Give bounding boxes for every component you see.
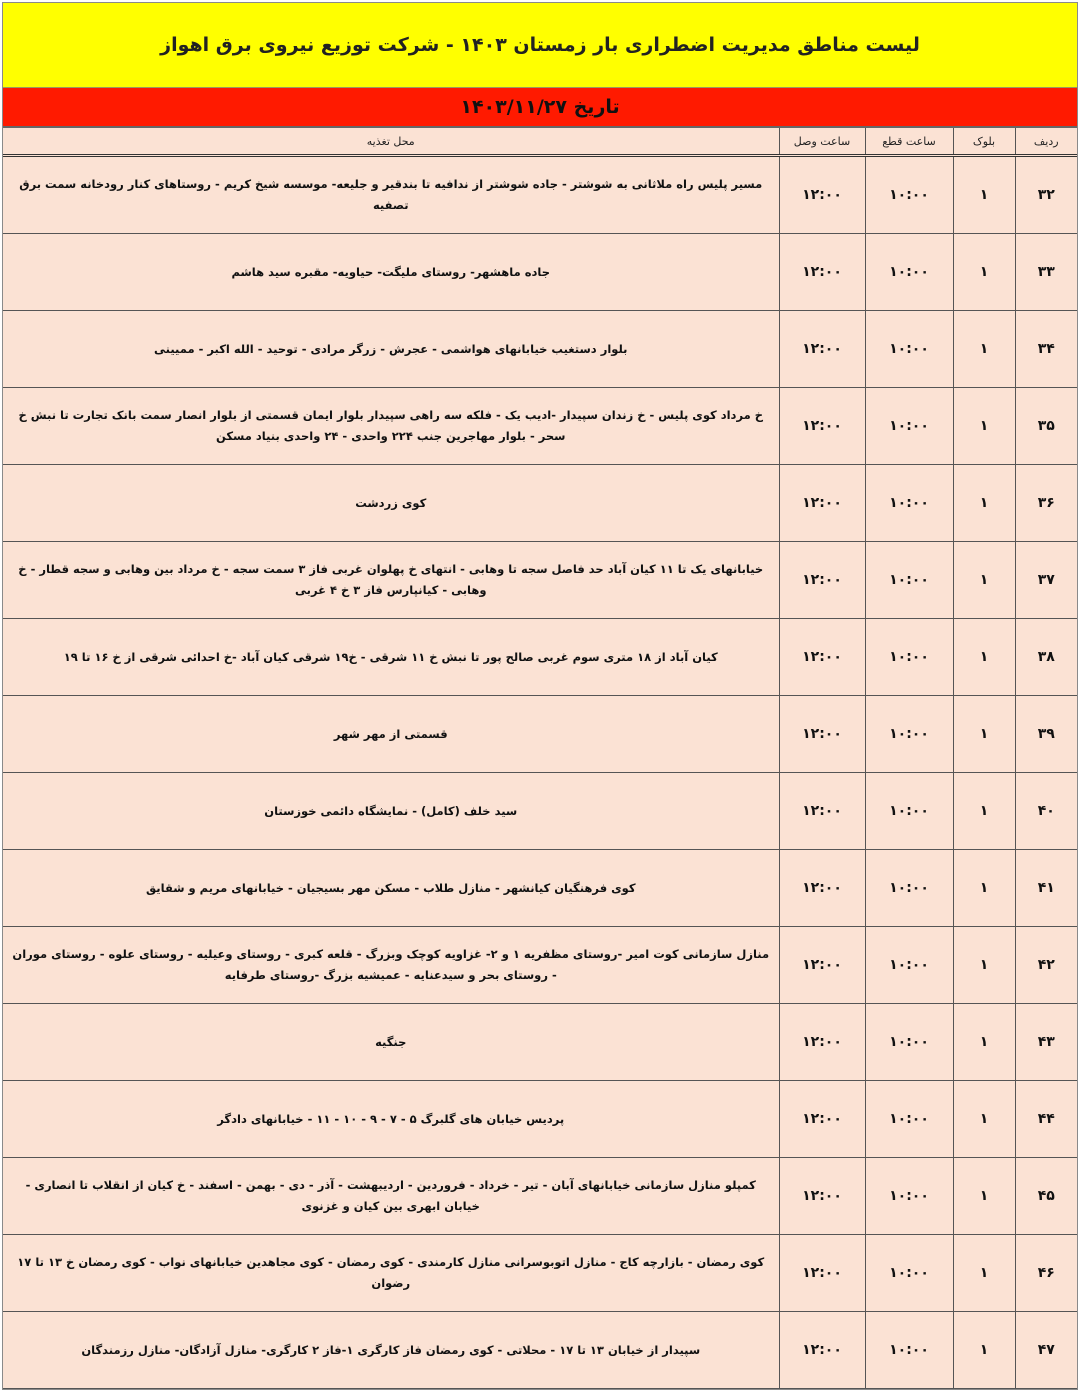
row-number: ۳۷ bbox=[1015, 542, 1077, 619]
page-title: لیست مناطق مدیریت اضطراری بار زمستان ۱۴۰۳ - شرکت توزیع نیروی برق اهواز bbox=[160, 34, 920, 56]
connect-time: ۱۲:۰۰ bbox=[779, 542, 865, 619]
row-number: ۴۶ bbox=[1015, 1235, 1077, 1312]
block-number: ۱ bbox=[953, 156, 1015, 234]
table-row bbox=[3, 773, 1077, 850]
block-number: ۱ bbox=[953, 850, 1015, 927]
area-description: کوی رمضان - بازارچه کاج - منازل اتوبوسرانی منازل کارمندی - کوی رمضان - کوی مجاهدین خیابانهای نواب - کوی رمضان خ ۱۳ تا ۱۷ رضوان bbox=[3, 1235, 779, 1312]
cut-time: ۱۰:۰۰ bbox=[865, 850, 953, 927]
area-description: قسمتی از مهر شهر bbox=[3, 696, 779, 773]
table-row bbox=[3, 1235, 1077, 1312]
area-description: مسیر پلیس راه ملاثانی به شوشتر - جاده شوشتر از ندافیه تا بندقیر و جلیعه- موسسه شیخ کریم - روستاهای کنار رودخانه سمت برق تصفیه bbox=[3, 156, 779, 234]
table-row bbox=[3, 696, 1077, 773]
row-number: ۳۵ bbox=[1015, 388, 1077, 465]
block-number: ۱ bbox=[953, 1004, 1015, 1081]
connect-time: ۱۲:۰۰ bbox=[779, 1081, 865, 1158]
row-number: ۳۹ bbox=[1015, 696, 1077, 773]
area-description: خیابانهای یک تا ۱۱ کیان آباد حد فاصل سجه تا وهابی - انتهای خ پهلوان غربی فاز ۳ سمت سجه - خ مرداد بین وهابی و سجه قطار - خ وهابی - کیانپارس فاز ۳ خ ۴ غربی bbox=[3, 542, 779, 619]
connect-time: ۱۲:۰۰ bbox=[779, 619, 865, 696]
connect-time: ۱۲:۰۰ bbox=[779, 773, 865, 850]
block-number: ۱ bbox=[953, 311, 1015, 388]
outage-table bbox=[3, 128, 1077, 1389]
table-row bbox=[3, 465, 1077, 542]
cut-time: ۱۰:۰۰ bbox=[865, 311, 953, 388]
row-number: ۳۴ bbox=[1015, 311, 1077, 388]
block-number: ۱ bbox=[953, 773, 1015, 850]
connect-time: ۱۲:۰۰ bbox=[779, 1312, 865, 1389]
cut-time: ۱۰:۰۰ bbox=[865, 1312, 953, 1389]
table-row bbox=[3, 850, 1077, 927]
schedule-date: تاریخ ۱۴۰۳/۱۱/۲۷ bbox=[460, 96, 620, 118]
connect-time: ۱۲:۰۰ bbox=[779, 388, 865, 465]
column-header-block: بلوک bbox=[953, 128, 1015, 156]
block-number: ۱ bbox=[953, 234, 1015, 311]
table-row bbox=[3, 1312, 1077, 1389]
cut-time: ۱۰:۰۰ bbox=[865, 1081, 953, 1158]
connect-time: ۱۲:۰۰ bbox=[779, 311, 865, 388]
cut-time: ۱۰:۰۰ bbox=[865, 773, 953, 850]
table-row bbox=[3, 1081, 1077, 1158]
connect-time: ۱۲:۰۰ bbox=[779, 927, 865, 1004]
column-header-connect-time: ساعت وصل bbox=[779, 128, 865, 156]
area-description: خ مرداد کوی پلیس - خ زندان سپیدار -ادیب یک - فلکه سه راهی سپیدار بلوار ایمان قسمتی از بلوار انصار سمت بانک تجارت تا نبش خ سحر - بلوار مهاجرین جنب ۲۲۴ واحدی - ۲۴ واحدی بنیاد مسکن bbox=[3, 388, 779, 465]
cut-time: ۱۰:۰۰ bbox=[865, 696, 953, 773]
area-description: کوی زردشت bbox=[3, 465, 779, 542]
cut-time: ۱۰:۰۰ bbox=[865, 1235, 953, 1312]
cut-time: ۱۰:۰۰ bbox=[865, 465, 953, 542]
block-number: ۱ bbox=[953, 1158, 1015, 1235]
row-number: ۴۴ bbox=[1015, 1081, 1077, 1158]
connect-time: ۱۲:۰۰ bbox=[779, 156, 865, 234]
table-row bbox=[3, 156, 1077, 234]
block-number: ۱ bbox=[953, 1312, 1015, 1389]
block-number: ۱ bbox=[953, 927, 1015, 1004]
table-row bbox=[3, 234, 1077, 311]
cut-time: ۱۰:۰۰ bbox=[865, 156, 953, 234]
schedule-sheet bbox=[2, 2, 1078, 1390]
area-description: جاده ماهشهر- روستای ملیگت- حیاویه- مقبره سید هاشم bbox=[3, 234, 779, 311]
table-header-row bbox=[3, 128, 1077, 156]
block-number: ۱ bbox=[953, 1235, 1015, 1312]
area-description: کیان آباد از ۱۸ متری سوم غربی صالح پور تا نبش خ ۱۱ شرقی - خ۱۹ شرقی کیان آباد -خ احدائی شرقی از خ ۱۶ تا ۱۹ bbox=[3, 619, 779, 696]
connect-time: ۱۲:۰۰ bbox=[779, 465, 865, 542]
row-number: ۳۸ bbox=[1015, 619, 1077, 696]
column-header-cut-time: ساعت قطع bbox=[865, 128, 953, 156]
cut-time: ۱۰:۰۰ bbox=[865, 1158, 953, 1235]
connect-time: ۱۲:۰۰ bbox=[779, 1004, 865, 1081]
cut-time: ۱۰:۰۰ bbox=[865, 388, 953, 465]
area-description: منازل سازمانی کوت امیر -روستای مظفریه ۱ و ۲- غزاویه کوچک وبزرگ - قلعه کبری - روستای وعیلیه - روستای علوه - روستای موران - روستای بحر و سیدعنایه - عمیشیه بزرگ -روستای طرفایه bbox=[3, 927, 779, 1004]
block-number: ۱ bbox=[953, 696, 1015, 773]
area-description: سپیدار از خیابان ۱۳ تا ۱۷ - محلاتی - کوی رمضان فاز کارگری ۱-فاز ۲ کارگری- منازل آزادگان- منازل رزمندگان bbox=[3, 1312, 779, 1389]
area-description: سید خلف (کامل) - نمایشگاه دائمی خوزستان bbox=[3, 773, 779, 850]
connect-time: ۱۲:۰۰ bbox=[779, 1235, 865, 1312]
block-number: ۱ bbox=[953, 465, 1015, 542]
table-row bbox=[3, 1158, 1077, 1235]
cut-time: ۱۰:۰۰ bbox=[865, 619, 953, 696]
cut-time: ۱۰:۰۰ bbox=[865, 542, 953, 619]
area-description: جنگیه bbox=[3, 1004, 779, 1081]
row-number: ۳۲ bbox=[1015, 156, 1077, 234]
area-description: بلوار دستغیب خیابانهای هواشمی - عجرش - زرگر مرادی - توحید - الله اکبر - ممیینی bbox=[3, 311, 779, 388]
block-number: ۱ bbox=[953, 542, 1015, 619]
date-banner bbox=[3, 88, 1077, 128]
area-description: کوی فرهنگیان کیانشهر - منازل طلاب - مسکن مهر بسیجیان - خیابانهای مریم و شقایق bbox=[3, 850, 779, 927]
connect-time: ۱۲:۰۰ bbox=[779, 696, 865, 773]
table-row bbox=[3, 542, 1077, 619]
table-row bbox=[3, 311, 1077, 388]
table-row bbox=[3, 388, 1077, 465]
block-number: ۱ bbox=[953, 388, 1015, 465]
cut-time: ۱۰:۰۰ bbox=[865, 927, 953, 1004]
row-number: ۴۲ bbox=[1015, 927, 1077, 1004]
block-number: ۱ bbox=[953, 619, 1015, 696]
row-number: ۳۶ bbox=[1015, 465, 1077, 542]
row-number: ۴۳ bbox=[1015, 1004, 1077, 1081]
column-header-row-number: ردیف bbox=[1015, 128, 1077, 156]
connect-time: ۱۲:۰۰ bbox=[779, 850, 865, 927]
column-header-area: محل تغذیه bbox=[3, 128, 779, 156]
row-number: ۳۳ bbox=[1015, 234, 1077, 311]
row-number: ۴۷ bbox=[1015, 1312, 1077, 1389]
row-number: ۴۱ bbox=[1015, 850, 1077, 927]
cut-time: ۱۰:۰۰ bbox=[865, 1004, 953, 1081]
table-row bbox=[3, 619, 1077, 696]
area-description: کمپلو منازل سازمانی خیابانهای آبان - تیر - خرداد - فروردین - اردیبهشت - آذر - دی - بهمن - اسفند - خ کیان از انقلاب تا انصاری - خیابان ابهری بین کیان و غزنوی bbox=[3, 1158, 779, 1235]
cut-time: ۱۰:۰۰ bbox=[865, 234, 953, 311]
connect-time: ۱۲:۰۰ bbox=[779, 1158, 865, 1235]
title-banner bbox=[3, 3, 1077, 88]
row-number: ۴۵ bbox=[1015, 1158, 1077, 1235]
row-number: ۴۰ bbox=[1015, 773, 1077, 850]
connect-time: ۱۲:۰۰ bbox=[779, 234, 865, 311]
area-description: پردیس خیابان های گلبرگ ۵ - ۷ - ۹ - ۱۰ - ۱۱ - خیابانهای دادگر bbox=[3, 1081, 779, 1158]
block-number: ۱ bbox=[953, 1081, 1015, 1158]
table-row bbox=[3, 927, 1077, 1004]
table-row bbox=[3, 1004, 1077, 1081]
